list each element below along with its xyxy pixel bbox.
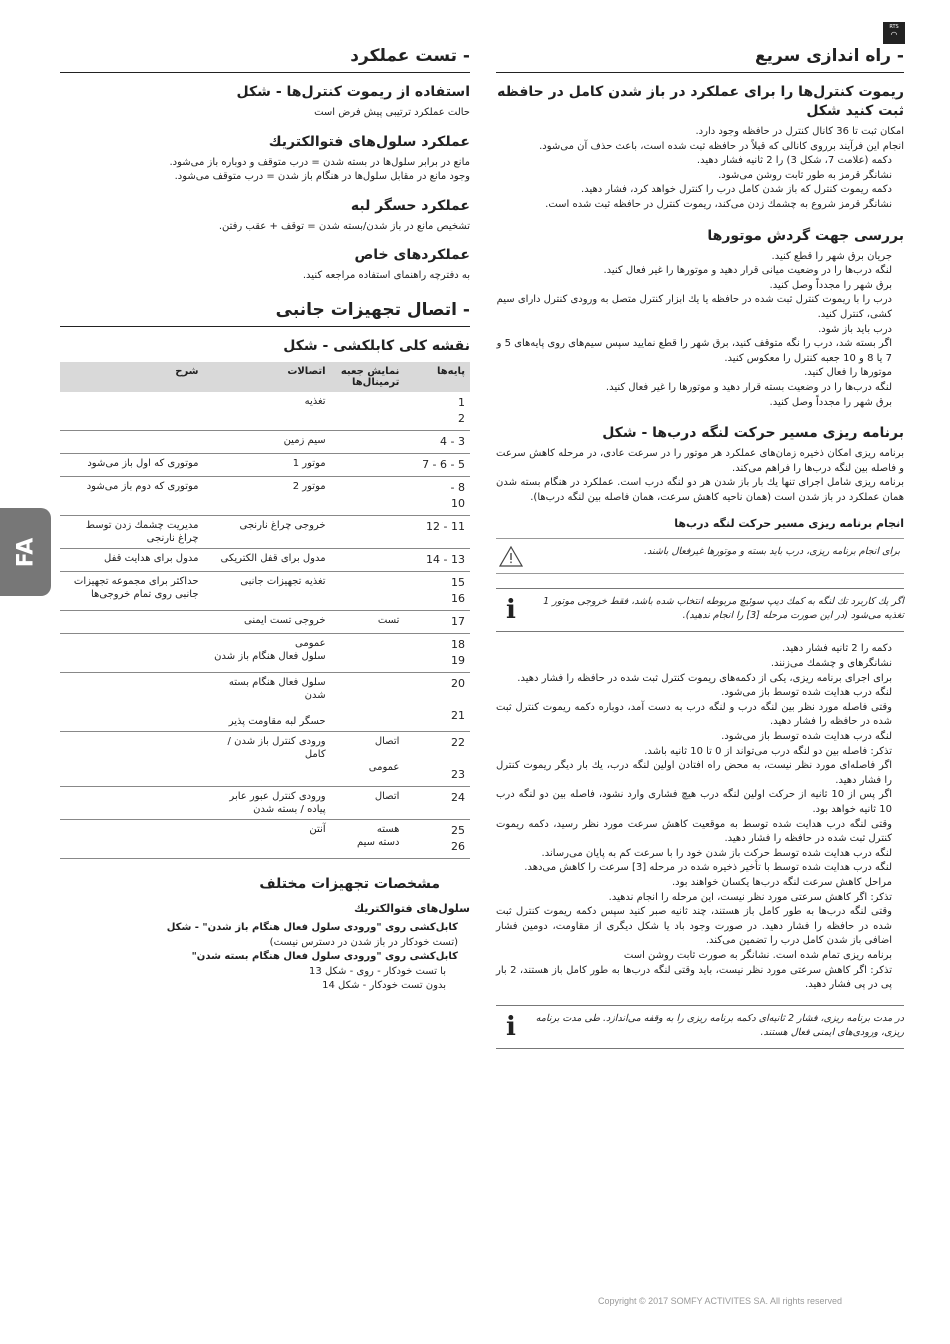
step: لنگه درب هدایت شده توسط حرکت باز شدن خود را با سرعت کم به پایان می‌رساند.: [541, 847, 892, 859]
paragraph: به دفترچه راهنمای استفاده مراجعه کنید.: [302, 270, 470, 282]
table-cell: [60, 819, 204, 858]
info-text: در مدت برنامه ریزی، فشار 2 ثانیه‌ای دکمه برنامه ریزی را به وقفه می‌اندازد. طی مدت برنامه ریزی، ورودی‌های ایمنی فعال هستند.: [535, 1012, 904, 1038]
paragraph: حالت عملکرد ترتیبی پیش فرض است: [314, 107, 470, 118]
paragraph: وجود مانع در مقابل سلول‌ها در هنگام باز شدن = درب متوقف می‌شود.: [174, 171, 470, 183]
info-text: اگر یك کاربرد تك لنگه به کمك دیپ سوئیچ مربوطه انتخاب شده باشد، فقط خروجی موتور 1 تغذیه می‌شود (در این صورت مرحله [3] را انجام ندهید).: [543, 596, 904, 622]
table-row: [60, 476, 470, 515]
paragraph: امکان ثبت تا 36 کانال کنترل در حافظه وجود دارد.: [695, 126, 904, 137]
column-header: پایه‌ها: [404, 362, 470, 392]
table-cell: مدول برای هدایت قفل: [60, 548, 204, 571]
table-row: [60, 672, 470, 731]
table-cell: اتصال: [331, 786, 405, 819]
radio-waves-icon: ◠: [890, 30, 898, 39]
programming-subheading: انجام برنامه ریزی مسیر حرکت لنگه درب‌ها: [674, 517, 904, 531]
paragraph: برنامه ریزی امکان ذخیره زمان‌های عملکرد هر موتور را در سرعت عادی، در مرحله کاهش سرعت و فاصله بین لنگه درب‌ها را فراهم می‌کند.: [496, 448, 904, 474]
table-row: [60, 633, 470, 672]
table-cell: 13 - 14: [404, 548, 470, 571]
table-cell: 5 - 6 - 7: [404, 453, 470, 476]
accessories-title: - اتصال تجهیزات جانبی: [60, 300, 470, 327]
table-header-row: [60, 362, 470, 392]
step: تذکر: اگر کاهش سرعتی مورد نظر نیست، این مرحله را انجام ندهید.: [608, 891, 892, 903]
table-cell: تغذیه تجهیزات جانبی: [204, 571, 331, 610]
paragraph: کابل‌کشی روی "ورودی سلول فعال هنگام باز شدن" - شکل: [166, 921, 458, 933]
table-row: [60, 786, 470, 819]
step: نشانگر قرمز شروع به چشمك زدن می‌کند، ریموت کنترل در حافظه ثبت شده است.: [545, 198, 892, 210]
table-cell: اتصال عمومی: [331, 731, 405, 786]
table-cell: تست: [331, 610, 405, 633]
step: لنگه درب‌ها را در وضعیت بسته قرار دهید و موتورها را غیر فعال کنید.: [605, 381, 892, 393]
table-row: [60, 819, 470, 858]
table-cell: 18 19: [404, 633, 470, 672]
warning-icon: [496, 545, 526, 567]
table-cell: [331, 476, 405, 515]
step: برق شهر را مجدداً وصل کنید.: [769, 279, 892, 291]
table-cell: 1 2: [404, 392, 470, 431]
step: برق شهر را مجدداً وصل کنید.: [769, 396, 892, 408]
step: لنگه درب هدایت شده توسط باز می‌شود.: [721, 687, 892, 699]
step: اگر بسته شد، درب را نگه متوقف کنید، برق شهر را قطع نمایید سپس سیم‌های روی پایه‌های 5 و 7 یا 8 و 10 جعبه کنترل را معکوس کنید.: [496, 338, 892, 364]
table-cell: [60, 633, 204, 672]
info-note: [496, 588, 904, 632]
table-cell: [60, 610, 204, 633]
table-cell: آنتن: [204, 819, 331, 858]
paragraph: (تست خودکار در باز شدن در دسترس نیست): [269, 936, 458, 948]
quick-setup-title: - راه اندازی سریع: [496, 46, 904, 73]
photocells-subheading: سلول‌های فتوالکتریك: [353, 901, 470, 915]
wiring-table: [60, 362, 470, 859]
paragraph: انجام این فرآیند برروی کانالی که قبلاً در حافظه ثبت شده است، باعث حذف آن می‌شود.: [539, 140, 904, 152]
table-cell: مدیریت چشمك زدن توسط چراغ نارنجی: [60, 515, 204, 548]
operation-test-title: - تست عملکرد: [60, 46, 470, 73]
table-cell: [60, 731, 204, 786]
table-row: [60, 392, 470, 431]
table-cell: [331, 571, 405, 610]
table-row: [60, 571, 470, 610]
warning-text: برای انجام برنامه ریزی، درب باید بسته و موتورها غیرفعال باشند.: [644, 546, 900, 558]
step: دکمه را 2 ثانیه فشار دهید.: [782, 643, 892, 655]
step: برای اجرای برنامه ریزی، یکی از دکمه‌های ریموت کنترل ثبت شده در حافظه را فشار دهید.: [517, 672, 892, 684]
step: اگر پس از 10 ثانیه از حرکت اولین لنگه درب هیچ فشاری وارد نشود، فاصله بین دو لنگه درب 10 ثانیه خواهد بود.: [496, 789, 892, 815]
column-header: نمایش جعبه ترمینال‌ها: [331, 362, 405, 392]
step: لنگه درب‌ها را در وضعیت میانی قرار دهید و موتورها را غیر فعال کنید.: [603, 265, 892, 277]
table-row: [60, 453, 470, 476]
wiring-heading: نقشه کلی کابلکشی - شکل: [283, 337, 470, 354]
table-cell: مدول برای قفل الکتریکی: [204, 548, 331, 571]
table-row: [60, 515, 470, 548]
table-cell: هسته دسته سیم: [331, 819, 405, 858]
test-heading: عملکرد حسگر لبه: [350, 197, 470, 214]
test-heading: عملکرد سلول‌های فتوالکتریك: [268, 133, 470, 150]
step: وقتی فاصله مورد نظر بین لنگه درب و لنگه درب به دست آمد، دوباره دکمه ریموت کنترل ثبت شده در حافظه را فشار دهید.: [496, 701, 892, 728]
table-cell: 17: [404, 610, 470, 633]
table-cell: [60, 672, 204, 731]
table-cell: [331, 515, 405, 548]
language-tab-label: FA: [13, 537, 38, 567]
table-cell: عمومی سلول فعال هنگام باز شدن: [204, 633, 331, 672]
step: لنگه درب هدایت شده توسط با تأخیر ذخیره شده در مرحله [3] سرعت را کاهش می‌دهد.: [524, 862, 892, 874]
table-cell: 20 21: [404, 672, 470, 731]
step: دکمه ریموت کنترل که باز شدن کامل درب را کنترل خواهد کرد، فشار دهید.: [581, 184, 892, 196]
column-header: شرح: [60, 362, 204, 392]
table-cell: [331, 672, 405, 731]
table-row: [60, 430, 470, 453]
table-cell: [60, 430, 204, 453]
table-cell: تغذیه: [204, 392, 331, 431]
travel-programming-heading: برنامه ریزی مسیر حرکت لنگه درب‌ها - شکل: [602, 425, 904, 442]
table-cell: ورودی کنترل عبور عابر پیاده / بسته شدن: [204, 786, 331, 819]
paragraph: برنامه ریزی شامل اجرای تنها یك بار باز شدن هر دو لنگه درب است. عملکرد در هنگام بسته شدن همان عملکرد در باز شدن است (همان ناحیه کاهش سرعت، همان فاصله بین لنگه درب‌ها).: [496, 477, 904, 503]
column-header: اتصالات: [204, 362, 331, 392]
paragraph: کابل‌کشی روی "ورودی سلول فعال هنگام بسته شدن": [191, 951, 458, 963]
table-cell: 3 - 4: [404, 430, 470, 453]
table-row: [60, 548, 470, 571]
step: دکمه (علامت 7، شکل 3) را 2 ثانیه فشار دهید.: [696, 155, 892, 167]
step: لنگه درب هدایت شده توسط باز می‌شود.: [721, 731, 892, 743]
table-cell: 24: [404, 786, 470, 819]
table-cell: [331, 453, 405, 476]
table-cell: حداکثر برای مجموعه تجهیزات جانبی روی تمام خروجی‌ها: [60, 571, 204, 610]
table-cell: [60, 786, 204, 819]
table-cell: 25 26: [404, 819, 470, 858]
table-cell: 22 23: [404, 731, 470, 786]
logo-text: RTS: [889, 24, 899, 30]
table-cell: [331, 392, 405, 431]
table-cell: موتور 2: [204, 476, 331, 515]
table-row: [60, 610, 470, 633]
table-cell: [331, 633, 405, 672]
step: تذکر: فاصله بین دو لنگه درب می‌تواند از 0 تا 10 ثانیه باشد.: [644, 745, 892, 757]
specs-heading: مشخصات تجهیزات مختلف: [259, 875, 440, 892]
step: نشانگرهای و چشمك می‌زنند.: [770, 658, 892, 670]
table-cell: موتور 1: [204, 453, 331, 476]
copyright-footer: Copyright © 2017 SOMFY ACTIVITES SA. All rights reserved: [598, 1296, 843, 1306]
step: نشانگر قرمز به طور ثابت روشن می‌شود.: [718, 169, 892, 181]
step: جریان برق شهر را قطع کنید.: [771, 250, 892, 262]
info-note: [496, 1005, 904, 1049]
table-cell: 15 16: [404, 571, 470, 610]
remote-memorize-heading: ریموت کنترل‌ها را برای عملکرد در باز شدن کامل در حافظه ثبت کنید شکل: [497, 84, 904, 119]
table-cell: 8 - 10: [404, 476, 470, 515]
table-cell: سلول فعال هنگام بسته شدن حسگر لبه مقاومت پذیر: [204, 672, 331, 731]
step: برنامه ریزی تمام شده است. نشانگر به صورت ثابت روشن است: [623, 949, 892, 961]
step: اگر فاصله‌ای مورد نظر نیست، به محض راه افتادن اولین لنگه درب، یك بار دیگر ریموت کنترل را فشار دهید.: [496, 760, 892, 786]
paragraph: با تست خودکار - روی - شکل 13: [309, 965, 446, 977]
table-cell: سیم زمین: [204, 430, 331, 453]
test-heading: استفاده از ریموت کنترل‌ها - شکل: [236, 84, 470, 100]
warning-note: [496, 538, 904, 574]
table-cell: موتوری که اول باز می‌شود: [60, 453, 204, 476]
step: موتورها را فعال کنید.: [804, 367, 892, 379]
test-heading: عملکردهای خاص: [354, 247, 470, 264]
programming-steps: [496, 642, 904, 992]
step: وقتی لنگه درب هدایت شده توسط به موقعیت کاهش سرعت مورد نظر رسید، دکمه ریموت کنترل ثبت شده در حافظه را فشار دهید.: [496, 818, 892, 845]
operation-test-column: [60, 46, 470, 994]
table-row: [60, 731, 470, 786]
language-tab: [0, 508, 51, 596]
table-cell: [60, 392, 204, 431]
paragraph: تشخیص مانع در باز شدن/بسته شدن = توقف + عقب رفتن.: [218, 220, 470, 232]
info-icon: i: [506, 595, 516, 626]
rts-logo: [883, 22, 905, 44]
table-cell: ورودی کنترل باز شدن / کامل: [204, 731, 331, 786]
paragraph: مانع در برابر سلول‌ها در بسته شدن = درب متوقف و دوباره باز می‌شود.: [169, 156, 470, 168]
info-icon: i: [506, 1011, 516, 1042]
table-cell: خروجی تست ایمنی: [204, 610, 331, 633]
step: مراحل کاهش سرعت لنگه درب‌ها یکسان خواهند بود.: [672, 876, 892, 888]
table-cell: خروجی چراغ نارنجی: [204, 515, 331, 548]
table-cell: موتوری که دوم باز می‌شود: [60, 476, 204, 515]
step: وقتی لنگه درب‌ها به طور کامل باز هستند، چند ثانیه صبر کنید سپس دکمه ریموت کنترل ثبت شده در حافظه را فشار دهید. در صورت وجود باد یا شکل دیگری از مقاومت، دومین فشار اضافی باز شدن کامل درب را تضمین می‌کند.: [496, 906, 892, 947]
step: درب باید باز شود.: [818, 323, 892, 335]
paragraph: بدون تست خودکار - شکل 14: [322, 980, 446, 992]
table-cell: 11 - 12: [404, 515, 470, 548]
motor-direction-heading: بررسی جهت گردش موتورها: [707, 227, 904, 244]
step: تذکر: اگر کاهش سرعتی مورد نظر نیست، باید وقتی لنگه درب‌ها به طور کامل باز هستند، 2 بار پی در پی فشار دهید.: [496, 964, 892, 991]
table-cell: [331, 430, 405, 453]
quick-setup-column: [496, 46, 904, 1059]
step: درب را با ریموت کنترل ثبت شده در حافظه یا یك ابزار کنترل متصل به ورودی کنترل دارای سیم کشی، کنترل کنید.: [496, 294, 892, 320]
table-cell: [331, 548, 405, 571]
